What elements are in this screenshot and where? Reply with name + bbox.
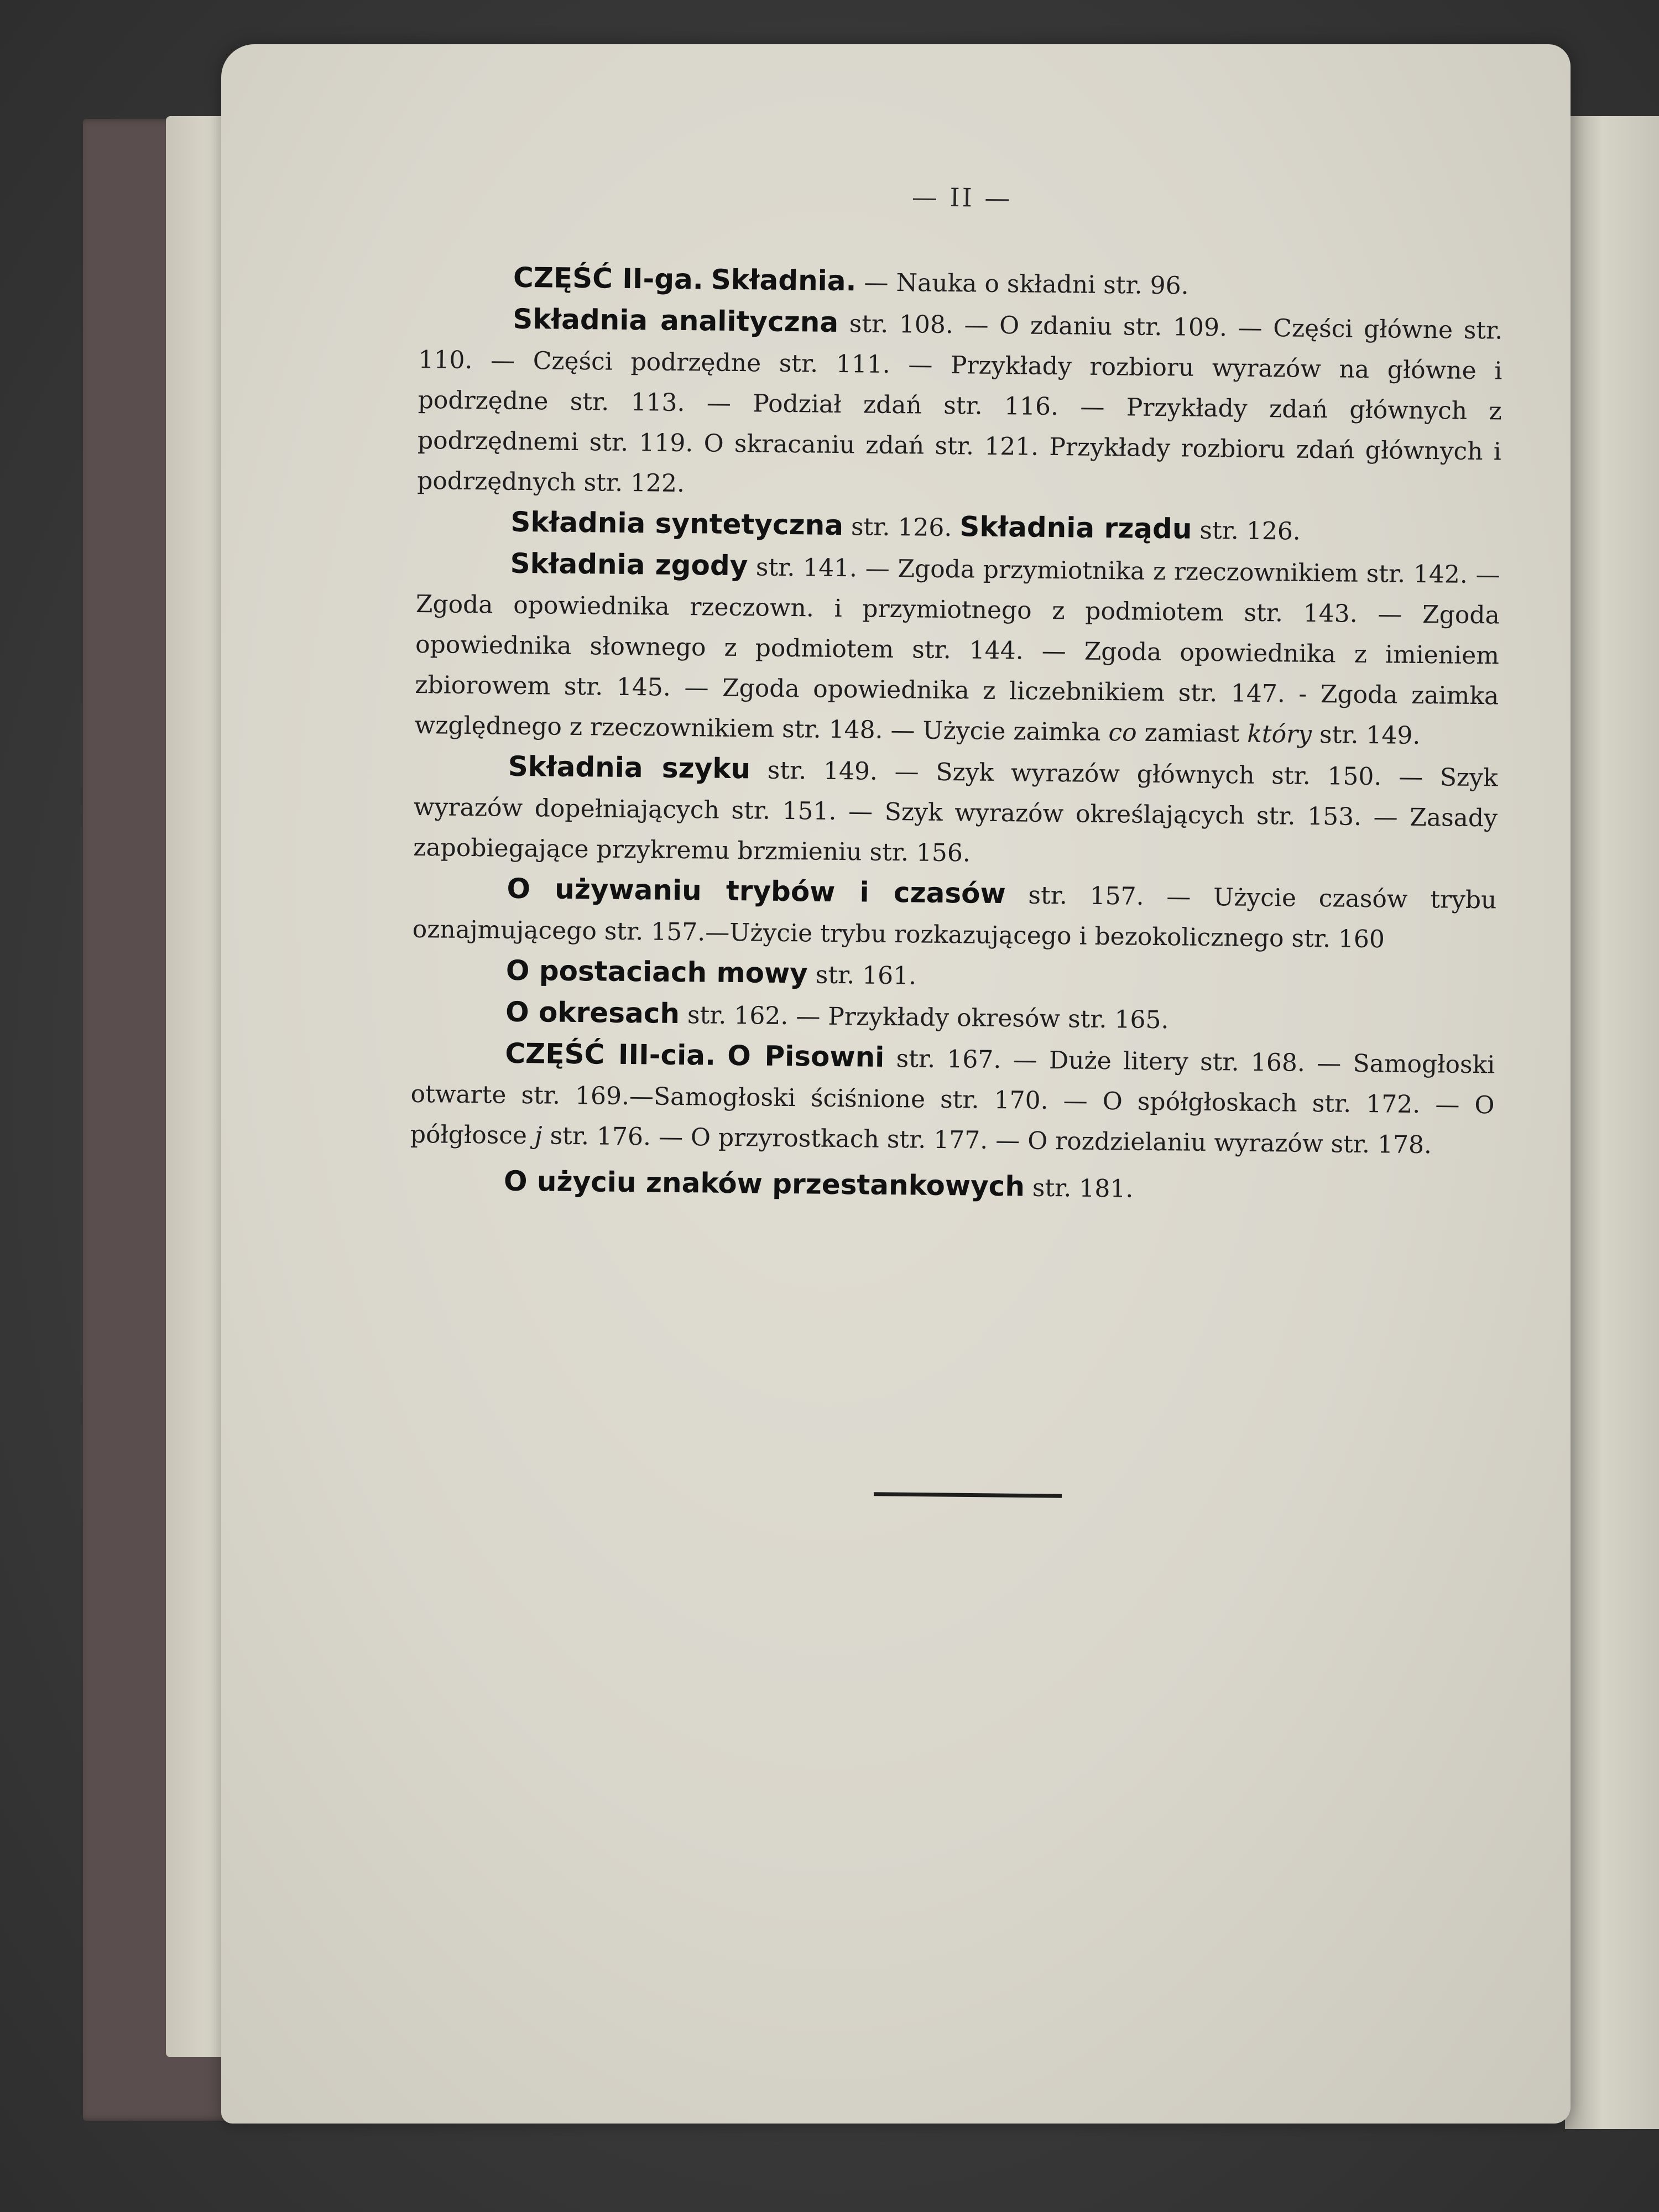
toc-text: str. 176. — O przyrostkach str. 177. — O rozdzielaniu wyrazów str. 178. (542, 1121, 1432, 1160)
toc-heading: O postaciach mowy (505, 954, 808, 990)
table-of-contents (410, 257, 1504, 1213)
toc-entry (412, 868, 1496, 961)
toc-text (703, 267, 711, 295)
toc-text: str. 167. — Duże litery str. 168. — Samogłoski otwarte str. 169.—Samogłoski ściśnione str. 170. — O spółgłoskach str. 172. — O półgłosce (410, 1044, 1495, 1150)
toc-heading: Składnia zgody (510, 547, 748, 582)
toc-heading: Składnia analityczna (513, 302, 839, 338)
toc-text: str. 161. (807, 961, 917, 990)
toc-entry (410, 1032, 1495, 1166)
toc-heading: Składnia. (711, 263, 857, 298)
toc-text: str. 141. — Zgoda przymiotnika z rzeczownikiem str. 142. — Zgoda opowiednika rzeczown. i przymiotnego z podmiotem str. 143. — Zgoda opowiednika słownego z podmiotem str. 144. — Zgoda opowiednika z imieniem zbiorowem str. 145. — Zgoda opowiednika z liczebnikiem str. 147. - Zgoda zaimka względnego z rzeczownikiem str. 148. — Użycie zaimka (414, 553, 1500, 747)
toc-heading: Składnia szyku (508, 750, 751, 785)
page-content (410, 177, 1504, 1213)
toc-text: zamiast (1136, 718, 1248, 748)
toc-entry (414, 542, 1500, 757)
toc-italic-text: który (1247, 719, 1312, 749)
toc-heading: O Pisowni (727, 1039, 885, 1073)
toc-text: str. 108. — O zdaniu str. 109. — Części główne str. 110. — Części podrzędne str. 111. — Przykłady rozbioru wyrazów na główne i podrzędne str. 113. — Podział zdań str. 116. — Przykłady zdań głównych z podrzędnemi str. 119. O skracaniu zdań str. 121. Przykłady rozbioru zdań głównych i podrzędnych str. 122. (416, 309, 1503, 498)
toc-heading: Składnia syntetyczna (510, 505, 844, 542)
toc-heading: Składnia rządu (959, 510, 1192, 545)
toc-text: — Nauka o składni str. 96. (856, 268, 1189, 300)
toc-heading: CZĘŚĆ III-cia. (505, 1037, 716, 1072)
toc-text: str. 126. (1192, 516, 1301, 546)
toc-text: str. 181. (1024, 1173, 1134, 1203)
toc-italic-text: j (534, 1121, 542, 1150)
page-number: — II — (911, 182, 1013, 213)
toc-text: str. 126. (843, 513, 960, 542)
toc-entry (417, 298, 1503, 513)
toc-text: str. 149. (1311, 720, 1421, 750)
right-page-edge (1565, 116, 1659, 2129)
toc-text (716, 1043, 728, 1071)
toc-text: str. 149. — Szyk wyrazów głównych str. 150. — Szyk wyrazów dopełniających str. 151. — Szyk wyrazów określających str. 153. — Zasady zapobiegające przykremu brzmieniu str. 156. (413, 756, 1498, 868)
book-page (221, 44, 1571, 2124)
toc-text: str. 162. — Przykłady okresów str. 165. (679, 1000, 1169, 1035)
toc-heading: O okresach (505, 995, 680, 1030)
toc-text: str. 157. — Użycie czasów trybu oznajmującego str. 157.—Użycie trybu rozkazującego i bezokolicznego str. 160 (412, 881, 1497, 954)
toc-heading: O użyciu znaków przestankowych (503, 1165, 1025, 1203)
toc-entry (413, 745, 1498, 879)
toc-heading: CZĘŚĆ II-ga. (513, 261, 704, 296)
toc-entry (410, 1160, 1494, 1213)
toc-italic-text: co (1108, 718, 1137, 747)
toc-heading: O używaniu trybów i czasów (507, 872, 1006, 910)
